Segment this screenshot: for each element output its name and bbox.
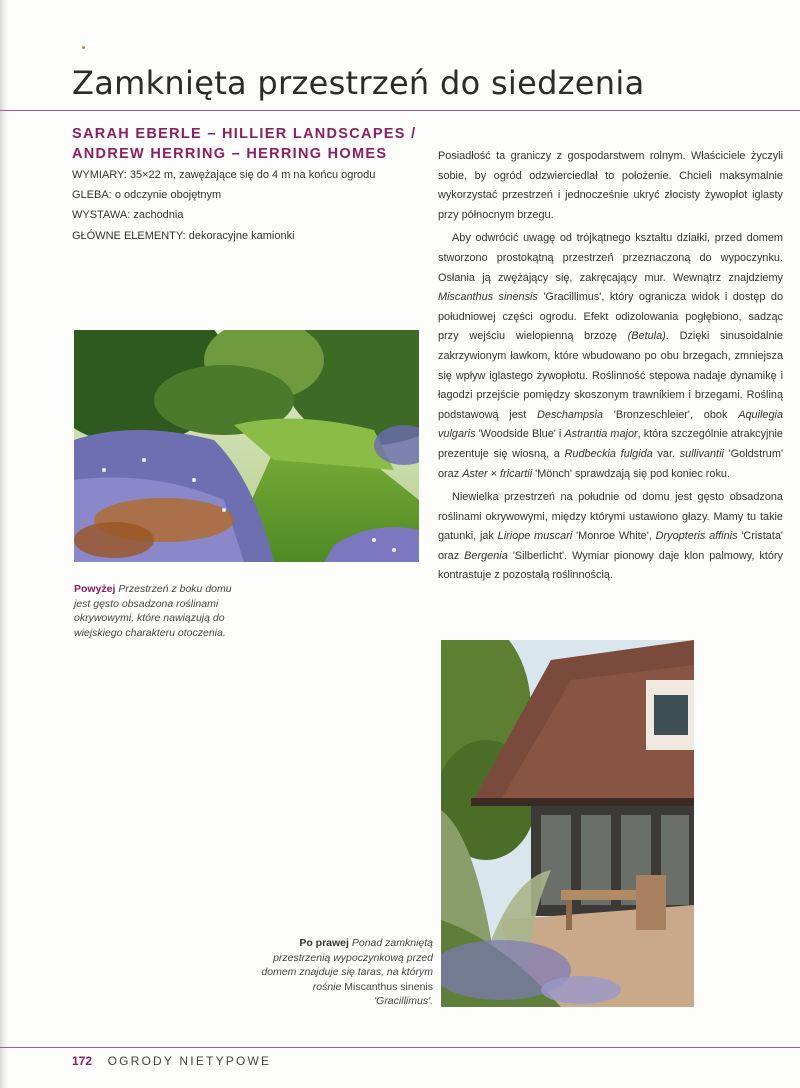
caption-left-text: Przestrzeń z boku domu jest gęsto obsadzona roślinami okrywowymi, które nawiązują do wiejskiego charakteru otoczenia. xyxy=(74,583,232,639)
caption-left-lead: Powyżej xyxy=(74,583,116,595)
title-divider xyxy=(0,110,800,111)
page-footer xyxy=(72,1054,271,1068)
caption-right-text-b: Miscanthus sinenis xyxy=(344,980,433,993)
garden-border-photo xyxy=(74,330,419,562)
article-body xyxy=(438,147,783,586)
caption-right-text-a: Ponad zamkniętą przestrzenią wypoczynkową przed domem znajduje się taras, na którym rośnie xyxy=(261,937,433,993)
garden-specs xyxy=(72,165,422,246)
body-paragraph-2: Aby odwrócić uwagę od trójkątnego kształtu działki, przed domem stworzono prostokątną przestrzeń przeznaczoną do wypoczynku. Osłania ją zwężający się, zakręcający mur. Wewnątrz znajdziemy Miscanthus sinensis 'Gracillimus', który ogranicza widok i dostęp do południowej części ogrodu. Efekt odizolowania pogłębiono, sadząc przy wejściu wielopienną brzozę (Betula). Dzięki sinusoidalnie zakrzywionym ławkom, które wbudowano po obu brzegach, zmniejsza się wpływ iglastego żywopłotu. Roślinność stepowa nadaje dynamikę i łagodzi przejście pomiędzy skoszonym trawnikiem i brzegami. Rośliną podstawową jest Deschampsia 'Bronzeschleier', obok Aquilegia vulgaris 'Woodside Blue' i Astrantia major, która szczególnie atrakcyjnie prezentuje się wiosną, a Rudbeckia fulgida var. sullivantii 'Goldstrum' oraz Aster × fricartii 'Mönch' sprawdzają się pod koniec roku. xyxy=(438,232,783,480)
caption-border-photo xyxy=(74,582,249,640)
section-title: OGRODY NIETYPOWE xyxy=(107,1054,272,1068)
page-binding-edge xyxy=(0,0,8,1088)
caption-right-lead: Po prawej xyxy=(299,937,349,949)
print-mark xyxy=(82,46,85,49)
caption-terrace-photo xyxy=(258,936,433,1009)
spec-soil: GLEBA: o odczynie obojętnym xyxy=(72,189,222,202)
spec-exposure: WYSTAWA: zachodnia xyxy=(72,209,184,222)
spec-main-elements: GŁÓWNE ELEMENTY: dekoracyjne kamionki xyxy=(72,229,295,242)
footer-divider xyxy=(0,1047,800,1048)
page-title: Zamknięta przestrzeń do siedzenia xyxy=(72,64,645,102)
terrace-house-photo xyxy=(441,640,694,1007)
spec-dimensions: WYMIARY: 35×22 m, zawężające się do 4 m na końcu ogrodu xyxy=(72,169,376,181)
page-number: 172 xyxy=(72,1054,93,1068)
body-paragraph-1: Posiadłość ta graniczy z gospodarstwem rolnym. Właściciele życzyli sobie, by ogród odzwierciedlał to położenie. Chcieli maksymalnie wykorzystać przestrzeń i jednocześnie ukryć złocisty żywopłot iglasty przy północnym brzegu. xyxy=(438,150,783,221)
body-paragraph-3: Niewielka przestrzeń na południe od domu jest gęsto obsadzona roślinami okrywowymi, między którymi ustawiono głazy. Mamy tu takie gatunki, jak Liriope muscari 'Monroe White', Dryopteris affinis 'Cristata' oraz Bergenia 'Silberlicht'. Wymiar pionowy daje klon palmowy, który kontrastuje z pozostałą roślinnością. xyxy=(438,491,783,582)
designer-line-2: ANDREW HERRING – HERRING HOMES xyxy=(72,146,388,162)
designers-heading xyxy=(72,124,422,164)
caption-right-text-c: 'Gracillimus'. xyxy=(374,995,433,1007)
designer-line-1: SARAH EBERLE – HILLIER LANDSCAPES / xyxy=(72,126,417,142)
